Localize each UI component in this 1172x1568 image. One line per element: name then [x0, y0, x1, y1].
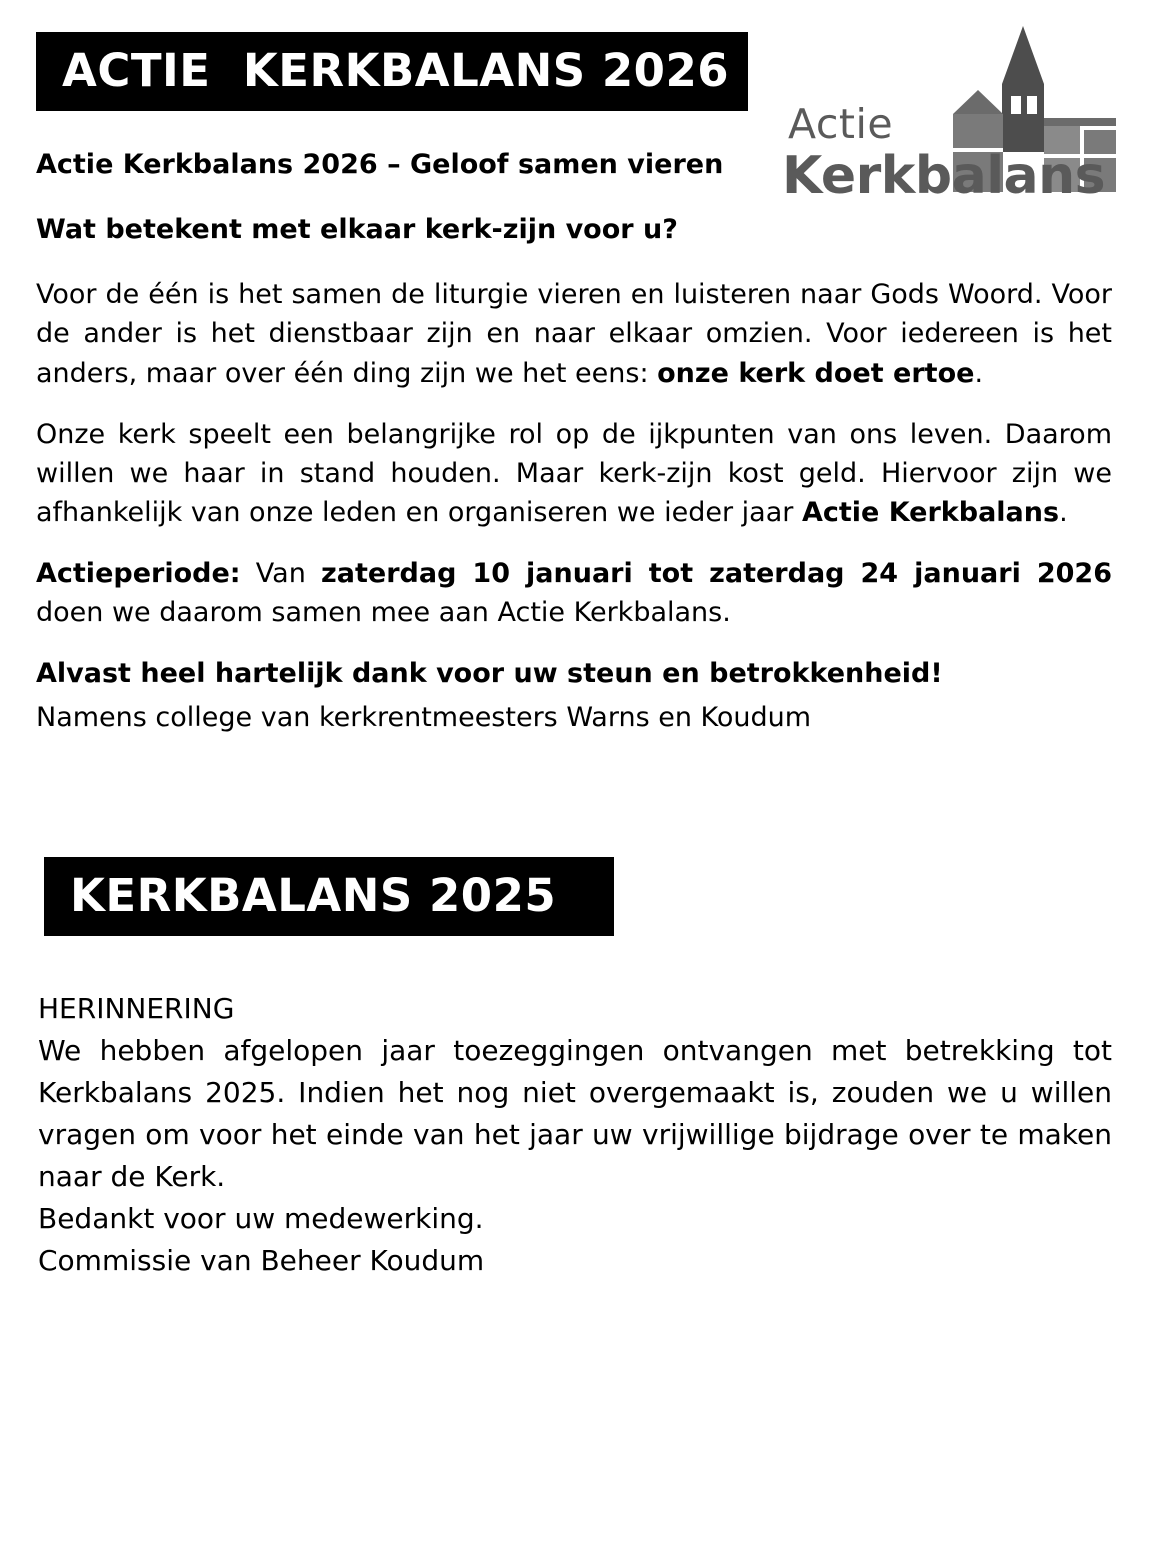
signature-line-1: Namens college van kerkrentmeesters Warns en Koudum — [36, 701, 812, 733]
banner-kerkbalans-2025 — [44, 857, 614, 936]
signature-line-2: Commissie van Beheer Koudum — [38, 1243, 485, 1277]
logo-text-actie: Actie — [788, 100, 894, 148]
actieperiode-label: Actieperiode: — [36, 558, 241, 590]
section-2 — [36, 857, 1112, 1282]
logo-text-kerkbalans: Kerkbalans — [782, 146, 1106, 206]
banner-title: ACTIE KERKBALANS 2026 — [62, 44, 730, 97]
actie-kerkbalans-logo — [780, 18, 1120, 253]
banner-actie-kerkbalans-2026 — [36, 32, 748, 111]
paragraph-actieperiode — [36, 554, 1112, 632]
reminder-label: HERINNERING — [38, 991, 235, 1025]
paragraph-1-part-a: Voor de één is het samen de liturgie vieren en luisteren naar Gods Woord. Voor de ander is het dienstbaar zijn en naar elkaar omzien. Voor iedereen is het anders, maar over één ding zijn we het eens: — [36, 279, 1112, 389]
heading-wat-betekent-kerk-zijn: Wat betekent met elkaar kerk-zijn voor u? — [36, 214, 678, 246]
actieperiode-part-b: Van — [240, 558, 322, 590]
reminder-body: We hebben afgelopen jaar toezeggingen ontvangen met betrekking tot Kerkbalans 2025. Indien het nog niet overgemaakt is, zouden we u willen vragen om voor het einde van het jaar uw vrijwillige bijdrage over te maken naar de Kerk. — [38, 1033, 1112, 1193]
paragraph-kerk-zijn-kost-geld — [36, 415, 1112, 532]
paragraph-2-part-c: . — [1059, 496, 1068, 528]
banner-title-2025: KERKBALANS 2025 — [70, 868, 557, 922]
paragraph-onze-kerk-doet-ertoe — [36, 275, 1112, 392]
paragraph-2-emphasis: Actie Kerkbalans — [801, 496, 1060, 528]
paragraph-1-emphasis: onze kerk doet ertoe — [657, 357, 975, 389]
actieperiode-part-d: doen we daarom samen mee aan Actie Kerkbalans. — [36, 597, 731, 629]
paragraph-1-part-c: . — [974, 357, 984, 389]
reminder-block — [36, 988, 1112, 1282]
actieperiode-dates: zaterdag 10 januari tot zaterdag 24 januari 2026 — [321, 558, 1113, 590]
thanks-line-2: Bedankt voor uw medewerking. — [38, 1201, 484, 1235]
thanks-line-1: Alvast heel hartelijk dank voor uw steun en betrokkenheid! — [36, 658, 943, 690]
paragraph-2-part-a: Onze kerk speelt een belangrijke rol op de ijkpunten van ons leven. Daarom willen we haar in stand houden. Maar kerk-zijn kost geld. Hiervoor zijn we afhankelijk van onze leden en organiseren we ieder jaar — [36, 418, 1112, 528]
heading-geloof-samen-vieren: Actie Kerkbalans 2026 – Geloof samen vieren — [36, 149, 724, 180]
